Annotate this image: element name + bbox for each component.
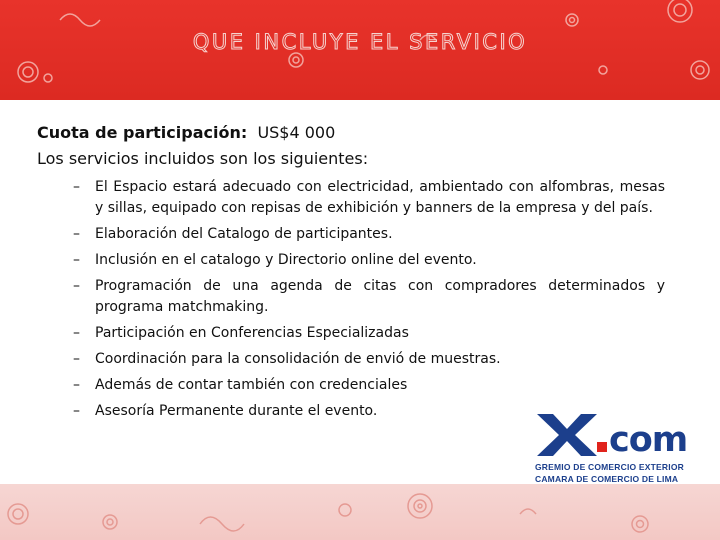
xcom-logo [513,398,699,503]
list-item-text: Programación de una agenda de citas con compradores determinados y programa matchmaking. [95,278,665,315]
bullet-dash: – [73,351,80,367]
fee-label: Cuota de participación: [37,123,248,142]
list-item [37,224,677,245]
bullet-dash: – [73,278,80,294]
x-logo-icon [537,414,597,456]
logo-brand-text: com [609,420,688,460]
logo-subtitle-line1: GREMIO DE COMERCIO EXTERIOR [535,462,684,472]
list-item [37,323,677,344]
list-item [37,276,677,318]
slide-title: QUE INCLUYE EL SERVICIO [192,30,528,54]
list-item-text: Inclusión en el catalogo y Directorio online del evento. [95,252,477,268]
main-content [37,121,677,427]
list-item-text: El Espacio estará adecuado con electricidad, ambientado con alfombras, mesas y sillas, equipado con repisas de exhibición y banners de la empresa y del país. [95,179,665,216]
bullet-dash: – [73,179,80,195]
logo-dot [597,442,607,452]
logo-subtitle-line2: CAMARA DE COMERCIO DE LIMA [535,474,679,484]
bullet-dash: – [73,252,80,268]
fee-value: US$4 000 [257,123,336,142]
bullet-dash: – [73,226,80,242]
list-item-text: Asesoría Permanente durante el evento. [95,403,378,419]
header-band [0,0,720,100]
bullet-dash: – [73,377,80,393]
list-item [37,375,677,396]
fee-line [37,121,677,145]
bullet-dash: – [73,403,80,419]
list-item [37,250,677,271]
list-item-text: Además de contar también con credenciales [95,377,408,393]
list-item-text: Participación en Conferencias Especializadas [95,325,409,341]
list-item-text: Elaboración del Catalogo de participantes. [95,226,393,242]
list-item [37,177,677,219]
list-item-text: Coordinación para la consolidación de envió de muestras. [95,351,501,367]
services-list [37,177,677,422]
list-item [37,349,677,370]
bullet-dash: – [73,325,80,341]
intro-text: Los servicios incluidos son los siguientes: [37,149,369,168]
